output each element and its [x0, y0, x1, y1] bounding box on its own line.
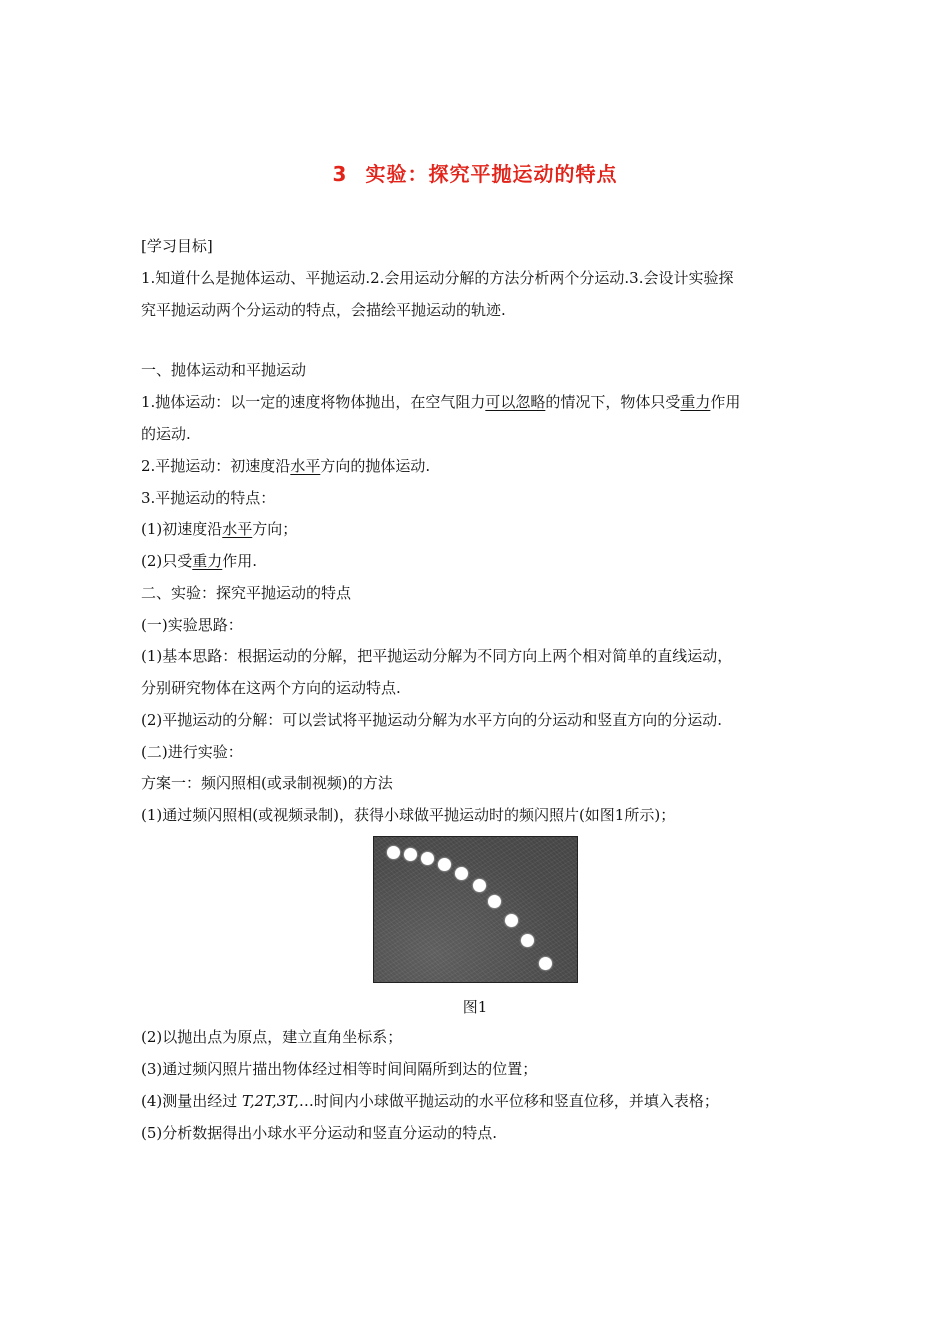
- blank-answer: 重力: [192, 552, 223, 570]
- objectives-line-2: 究平抛运动两个分运动的特点，会描绘平抛运动的轨迹.: [141, 301, 506, 319]
- section1-heading: 一、抛体运动和平抛运动: [141, 361, 307, 379]
- text-run: 1.抛体运动：以一定的速度将物体抛出，在空气阻力: [141, 393, 486, 411]
- ball: [488, 895, 501, 908]
- blank-answer: 可以忽略: [485, 393, 546, 411]
- ball: [387, 846, 400, 859]
- definition-projectile: [141, 392, 740, 412]
- idea-heading: (一)实验思路：: [141, 616, 243, 634]
- figure-caption: 图1: [462, 998, 488, 1016]
- time-symbols: T,2T,3T,: [242, 1092, 299, 1110]
- experiment-heading: (二)进行实验：: [141, 743, 243, 761]
- plan-1: 方案一：频闪照相(或录制视频)的方法: [141, 774, 393, 792]
- text-run: …时间内小球做平抛运动的水平位移和竖直位移，并填入表格；: [298, 1092, 719, 1110]
- definition-horizontal: [141, 456, 430, 476]
- page-title: [0, 158, 950, 187]
- blank-answer: 水平: [290, 457, 321, 475]
- idea-1-line-2: 分别研究物体在这两个方向的运动特点.: [141, 679, 401, 697]
- text-run: (2)只受: [141, 552, 193, 570]
- ball: [505, 914, 518, 927]
- idea-2: (2)平抛运动的分解：可以尝试将平抛运动分解为水平方向的分运动和竖直方向的分运动.: [141, 711, 723, 729]
- objectives-line-1: 1.知道什么是抛体运动、平抛运动.2.会用运动分解的方法分析两个分运动.3.会设计实验探: [141, 269, 734, 287]
- text-run: 2.平抛运动：初速度沿: [141, 457, 291, 475]
- step-2: (2)以抛出点为原点，建立直角坐标系；: [141, 1028, 403, 1046]
- text-run: (1)初速度沿: [141, 520, 223, 538]
- section-number: 3: [332, 162, 348, 186]
- section2-heading: 二、实验：探究平抛运动的特点: [141, 584, 352, 602]
- text-run: 作用: [710, 393, 741, 411]
- text-run: 作用.: [222, 552, 258, 570]
- step-3: (3)通过频闪照片描出物体经过相等时间间隔所到达的位置；: [141, 1060, 538, 1078]
- ball: [473, 879, 486, 892]
- objectives-heading: [学习目标]: [141, 237, 213, 255]
- ball: [438, 858, 451, 871]
- ball: [539, 957, 552, 970]
- features-heading: 3.平抛运动的特点：: [141, 489, 276, 507]
- text-run: 方向的抛体运动.: [320, 457, 431, 475]
- text-run: 方向；: [252, 520, 298, 538]
- title-text: 实验：探究平抛运动的特点: [365, 162, 618, 186]
- ball: [421, 852, 434, 865]
- ball: [455, 867, 468, 880]
- blank-answer: 重力: [680, 393, 711, 411]
- step-1: (1)通过频闪照相(或视频录制)，获得小球做平抛运动时的频闪照片(如图1所示)；: [141, 806, 676, 824]
- blank-answer: 水平: [222, 520, 253, 538]
- ball: [404, 848, 417, 861]
- text-run: (4)测量出经过: [141, 1092, 238, 1110]
- feature-2: [141, 551, 257, 571]
- text-run: 的情况下，物体只受: [545, 393, 681, 411]
- step-4: [141, 1091, 719, 1111]
- idea-1-line-1: (1)基本思路：根据运动的分解，把平抛运动分解为不同方向上两个相对简单的直线运动，: [141, 647, 733, 665]
- feature-1: [141, 519, 297, 539]
- ball: [521, 934, 534, 947]
- definition-projectile-line-2: 的运动.: [141, 425, 191, 443]
- strobe-photo-figure: [373, 836, 578, 983]
- step-5: (5)分析数据得出小球水平分运动和竖直分运动的特点.: [141, 1124, 498, 1142]
